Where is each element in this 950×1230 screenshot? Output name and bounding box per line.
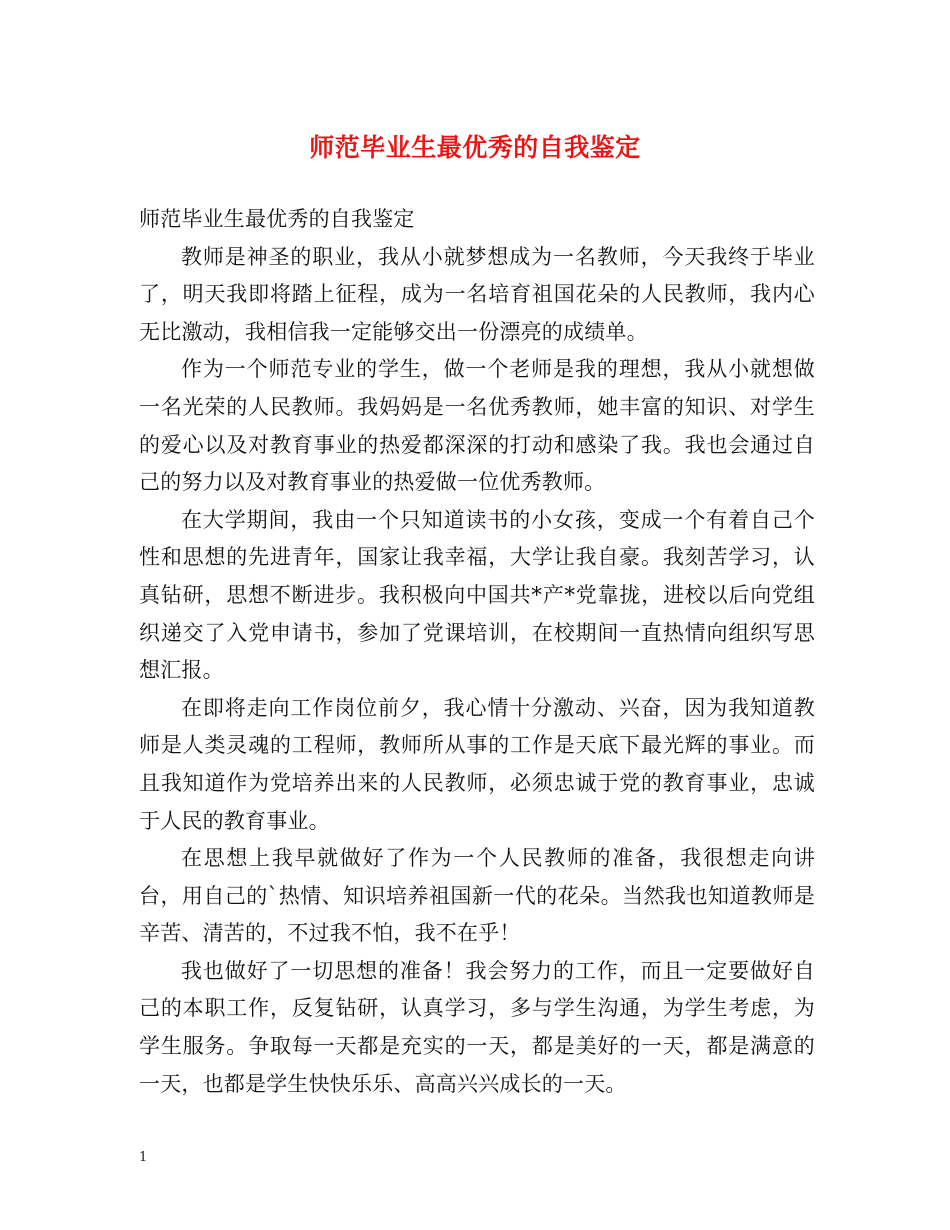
document-subtitle: 师范毕业生最优秀的自我鉴定 [139, 207, 415, 231]
paragraph: 教师是神圣的职业，我从小就梦想成为一名教师，今天我终于毕业了，明天我即将踏上征程，成为一名培育祖国花朵的人民教师，我内心无比激动，我相信我一定能够交出一份漂亮的成绩单。 [139, 244, 815, 344]
paragraph: 作为一个师范专业的学生，做一个老师是我的理想，我从小就想做一名光荣的人民教师。我妈妈是一名优秀教师，她丰富的知识、对学生的爱心以及对教育事业的热爱都深深的打动和感染了我。我也会通过自己的努力以及对教育事业的热爱做一位优秀教师。 [139, 357, 815, 495]
page-number: 1 [139, 1150, 148, 1165]
document-body [139, 201, 815, 1103]
paragraph: 在大学期间，我由一个只知道读书的小女孩，变成一个有着自己个性和思想的先进青年，国家让我幸福，大学让我自豪。我刻苦学习，认真钻研，思想不断进步。我积极向中国共*产*党靠拢，进校以后向党组织递交了入党申请书，参加了党课培训，在校期间一直热情向组织写思想汇报。 [139, 507, 815, 683]
paragraph: 在即将走向工作岗位前夕，我心情十分激动、兴奋，因为我知道教师是人类灵魂的工程师，教师所从事的工作是天底下最光辉的事业。而且我知道作为党培养出来的人民教师，必须忠诚于党的教育事业，忠诚于人民的教育事业。 [139, 695, 815, 833]
paragraph: 在思想上我早就做好了作为一个人民教师的准备，我很想走向讲台，用自己的`热情、知识培养祖国新一代的花朵。当然我也知道教师是辛苦、清苦的，不过我不怕，我不在乎！ [139, 846, 815, 946]
paragraph: 我也做好了一切思想的准备！我会努力的工作，而且一定要做好自己的本职工作，反复钻研，认真学习，多与学生沟通，为学生考虑，为学生服务。争取每一天都是充实的一天，都是美好的一天，都是满意的一天，也都是学生快快乐乐、高高兴兴成长的一天。 [139, 958, 815, 1096]
document-title: 师范毕业生最优秀的自我鉴定 [309, 133, 641, 162]
